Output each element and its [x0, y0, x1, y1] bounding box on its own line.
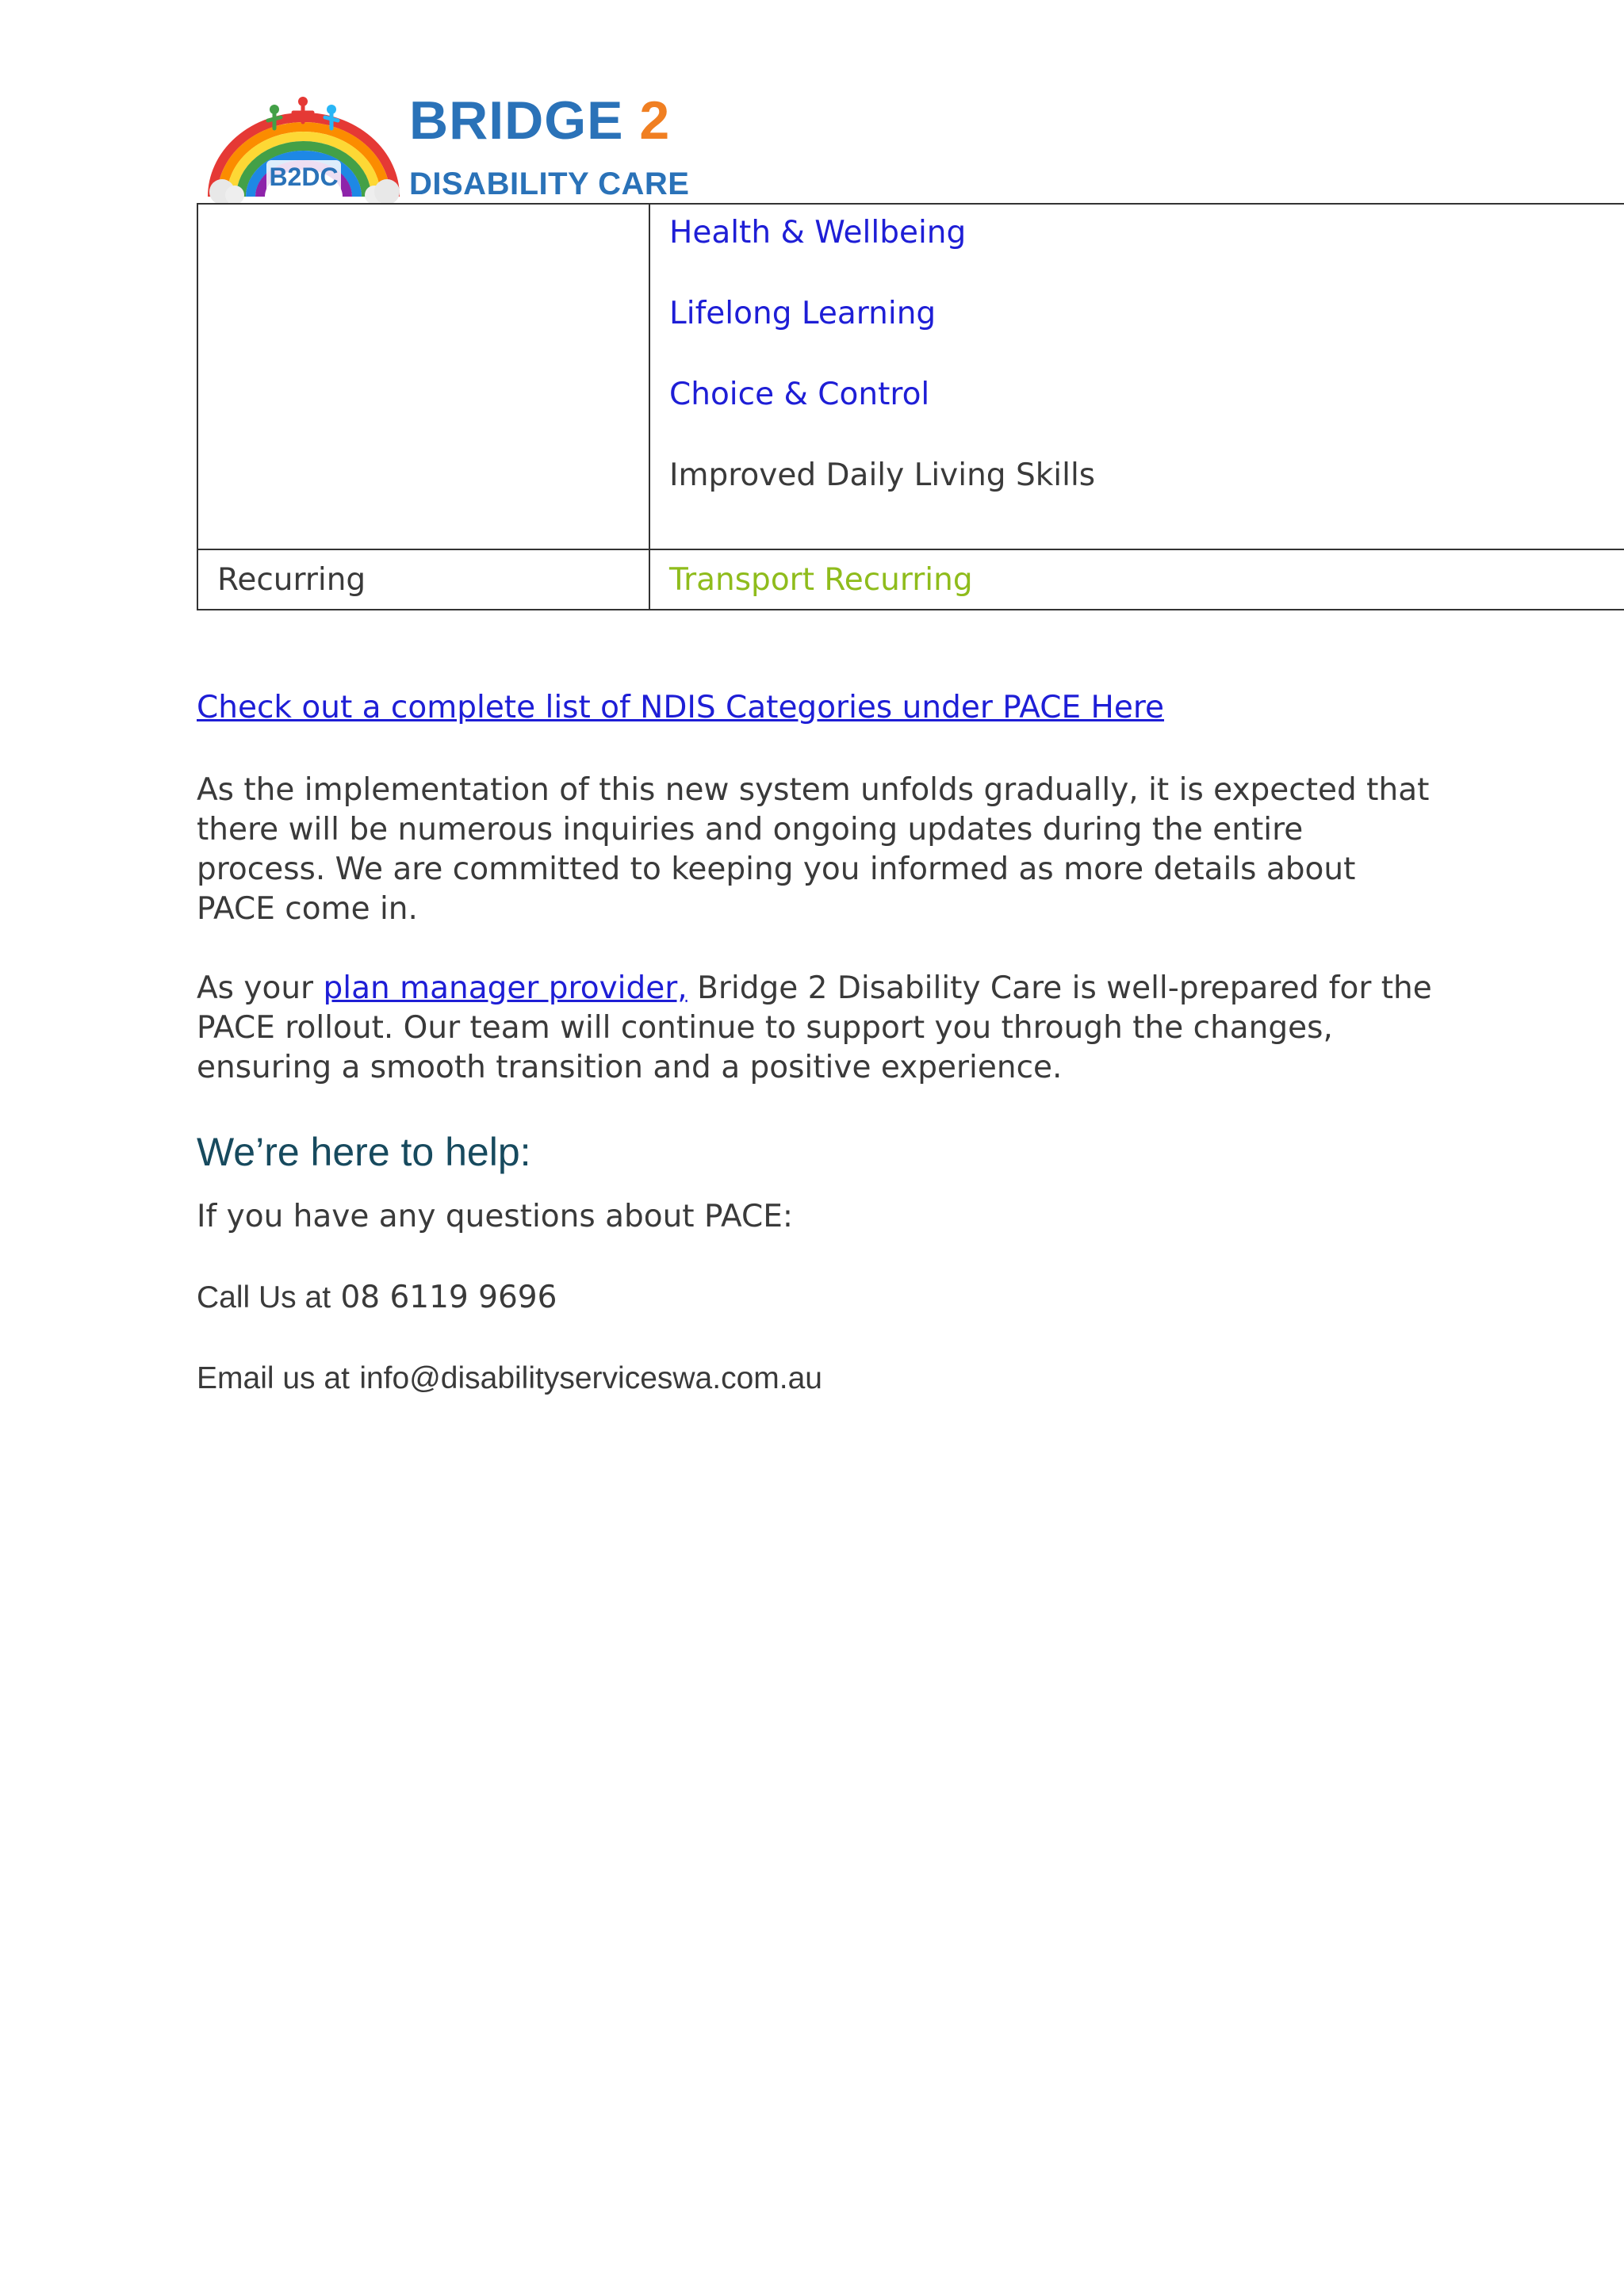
brand-name-line-2: DISABILITY CARE — [409, 166, 690, 201]
table-row — [197, 549, 1624, 610]
outcome-daily-living-skills: Improved Daily Living Skills — [669, 457, 1096, 493]
email-line — [197, 1360, 822, 1396]
rainbow-logo-icon — [205, 94, 403, 203]
category-transport-recurring: Transport Recurring — [669, 562, 973, 598]
category-recurring: Recurring — [217, 562, 366, 598]
brand-name-line-1 — [409, 90, 671, 151]
phone-number[interactable]: 08 6119 9696 — [340, 1280, 557, 1315]
table-row — [197, 204, 1624, 549]
email-address[interactable]: info@disabilityserviceswa.com.au — [359, 1361, 822, 1395]
ndis-categories-link[interactable]: Check out a complete list of NDIS Categories under PACE Here — [197, 690, 1165, 725]
outcome-health-wellbeing: Health & Wellbeing — [669, 215, 967, 251]
help-heading: We’re here to help: — [197, 1130, 531, 1174]
plan-manager-paragraph — [197, 969, 1434, 1088]
plan-manager-provider-link[interactable]: plan manager provider, — [323, 970, 688, 1006]
table-cell-empty — [197, 204, 649, 549]
email-label: Email us at — [197, 1361, 350, 1395]
table-cell-transport — [649, 549, 1624, 610]
call-label: Call Us at — [197, 1280, 331, 1314]
table-cell-recurring — [197, 549, 649, 610]
svg-text:B2DC: B2DC — [269, 163, 339, 191]
outcome-lifelong-learning: Lifelong Learning — [669, 296, 936, 331]
implementation-paragraph: As the implementation of this new system unfolds gradually, it is expected that there will be numerous inquiries and ongoing updates during the entire process. We are committed to keeping you informed as more details about PACE come in. — [197, 772, 1430, 927]
categories-table — [197, 203, 1624, 610]
outcome-choice-control: Choice & Control — [669, 377, 930, 412]
paragraph-prefix: As your — [197, 970, 324, 1006]
company-logo — [205, 90, 690, 203]
table-cell-outcomes — [649, 204, 1624, 549]
paragraph-suffix: Bridge 2 Disability Care is well-prepared for the PACE rollout. Our team will continue to support you through the changes, ensuring a smooth transition and a positive experience. — [197, 970, 1432, 1085]
call-line — [197, 1280, 557, 1315]
brand-word: BRIDGE — [409, 90, 624, 151]
questions-line: If you have any questions about PACE: — [197, 1199, 794, 1234]
brand-number: 2 — [639, 90, 671, 151]
